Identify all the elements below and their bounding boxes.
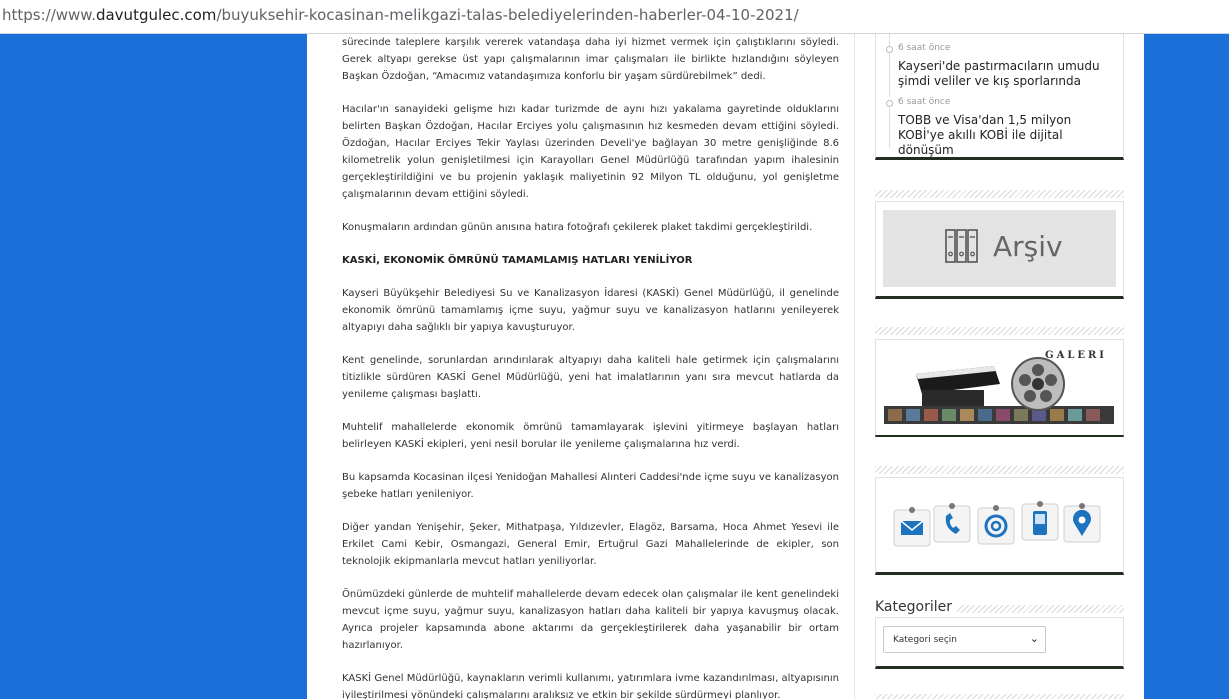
page-background (0, 34, 1229, 699)
category-select[interactable] (883, 626, 1046, 653)
news-title-link[interactable]: TOBB ve Visa'dan 1,5 milyon KOBİ'ye akıllı KOBİ ile dijital dönüşüm (898, 113, 1072, 157)
archive-label: Arşiv (993, 230, 1063, 263)
news-time: 6 saat önce (898, 97, 951, 107)
timeline-line (889, 54, 890, 97)
article-paragraph: sürecinde taleplere karşılık vererek vatandaşa daha iyi hizmet vermek için çalıştıklarını söyledi. Gerek altyapı gerekse üst yapı çalışmalarının imar çalışmaları ile birlikte hızlandığını söyleyen Başkan Özdoğan, “Amacımız vatandaşımıza konforlu bir yaşam sürdürebilmek” dedi. (342, 37, 839, 82)
sidebar (875, 34, 1125, 699)
archive-widget[interactable] (875, 201, 1124, 299)
url-path: /buyuksehir-kocasinan-melikgazi-talas-belediyelerinden-haberler-04-10-2021/ (216, 6, 799, 24)
article-paragraph: Bu kapsamda Kocasinan ilçesi Yenidoğan Mahallesi Alınteri Caddesi'nde içme suyu ve kanalizasyon şebeke hatları yenileniyor. (342, 472, 839, 500)
archive-banner[interactable] (883, 210, 1116, 287)
content-wrapper (307, 34, 1144, 699)
gallery-widget[interactable] (875, 339, 1124, 437)
chevron-down-icon: ⌄ (1029, 632, 1039, 645)
url-domain: davutgulec.com (95, 6, 217, 24)
news-title-link[interactable]: Kayseri'de pastırmacıların umudu şimdi veliler ve kış sporlarında (898, 59, 1100, 88)
recent-news-widget (875, 34, 1124, 160)
news-item[interactable] (886, 97, 1116, 157)
news-time: 6 saat önce (898, 43, 951, 53)
news-item[interactable] (886, 43, 1116, 93)
article-paragraph: Hacılar'ın sanayideki gelişme hızı kadar turizmde de aynı hızı yakalama gayretinde olduklarını belirten Başkan Özdoğan, Hacılar Erciyes yolu çalışmasının hız kesmeden devam ettiğini söyledi. Özdoğan, Hacılar Erciyes Tekir Yaylası üzerinden Develi'ye bağlayan 30 metre genişliğinde 8.6 kilometrelik yolun genişletilmesi için Karayolları Genel Müdürlüğü tarafından yapım ihalesinin gerçekleştirildiğini ve bu projenin yaklaşık maliyetinin 92 Milyon TL olduğunu, yol genişletme çalışmalarının devam ettiğini söyledi. (342, 104, 839, 200)
section-divider-stripe (875, 466, 1124, 474)
timeline-line (889, 108, 890, 148)
article-subheading: KASKİ, EKONOMİK ÖMRÜNÜ TAMAMLAMIŞ HATLARI YENİLİYOR (342, 255, 693, 266)
article-paragraph: Muhtelif mahallelerde ekonomik ömrünü tamamlayarak işlevini yitirmeye başlayan hatları belirleyen KASKİ ekipleri, yeni nesil borular ile yenileme çalışmalarına hız verdi. (342, 422, 839, 450)
gallery-label: GALERI (1045, 350, 1107, 361)
article-paragraph: Önümüzdeki günlerde de muhtelif mahallelerde devam edecek olan çalışmalar ile kent genelindeki mevcut içme suyu, yağmur suyu, kanalizasyon hatları daha kaliteli bir yapıya kavuşmuş olacak. Ayrıca projeler kapsamında abone aktarımı da gerçekleştirilerek daha yaşanabilir bir ortam hazırlanıyor. (342, 589, 839, 651)
section-divider-stripe (875, 190, 1124, 198)
binders-icon (945, 228, 979, 264)
url-prefix: https://www. (2, 6, 96, 24)
section-divider-stripe (875, 327, 1124, 335)
article-paragraph: Kayseri Büyükşehir Belediyesi Su ve Kanalizasyon İdaresi (KASKİ) Genel Müdürlüğü, il genelinde ekonomik ömrünü tamamlamış içme suyu, yağmur suyu ve kanalizasyon hatlarını yenileyerek altyapıyı daha sağlıklı bir yapıya kavuşturuyor. (342, 288, 839, 333)
categories-widget (875, 617, 1124, 669)
article-paragraph: Kent genelinde, sorunlardan arındırılarak altyapıyı daha kaliteli hale getirmek için çalışmalarını titizlikle sürdüren KASKİ Genel Müdürlüğü, yeni hat imalatlarının yanı sıra mevcut hatlarda da yenileme çalışması başlattı. (342, 355, 839, 400)
timeline-dot-icon (886, 100, 893, 107)
section-divider-stripe (957, 605, 1124, 613)
categories-title: Kategoriler (875, 599, 952, 615)
timeline-line (889, 34, 890, 46)
category-select-value: Kategori seçin (893, 635, 957, 645)
article-body (325, 34, 855, 699)
contact-icons-image[interactable] (876, 478, 1123, 573)
article-paragraph: KASKİ Genel Müdürlüğü, kaynakların verimli kullanımı, yatırımlara ivme kazandırılması, altyapısının iyileştirilmesi yönündeki çalışmalarını aralıksız ve etkin bir şekilde sürdürmeyi planlıyor. (342, 673, 839, 699)
timeline-dot-icon (886, 46, 893, 53)
contact-widget[interactable] (875, 477, 1124, 575)
article-paragraph: Konuşmaların ardından günün anısına hatıra fotoğrafı çekilerek plaket takdimi gerçekleştirildi. (342, 222, 813, 233)
address-bar[interactable] (0, 0, 1229, 34)
section-divider-stripe (875, 694, 1124, 699)
article-paragraph: Diğer yandan Yenişehir, Şeker, Mithatpaşa, Yıldızevler, Elagöz, Barsama, Hoca Ahmet Yesevi ile Erkilet Cami Kebir, Osmangazi, General Emir, Ertuğrul Gazi Mahallelerinde de ekipler, son teknolojik ekipmanlarla mevcut hatları yeniliyorlar. (342, 522, 839, 567)
